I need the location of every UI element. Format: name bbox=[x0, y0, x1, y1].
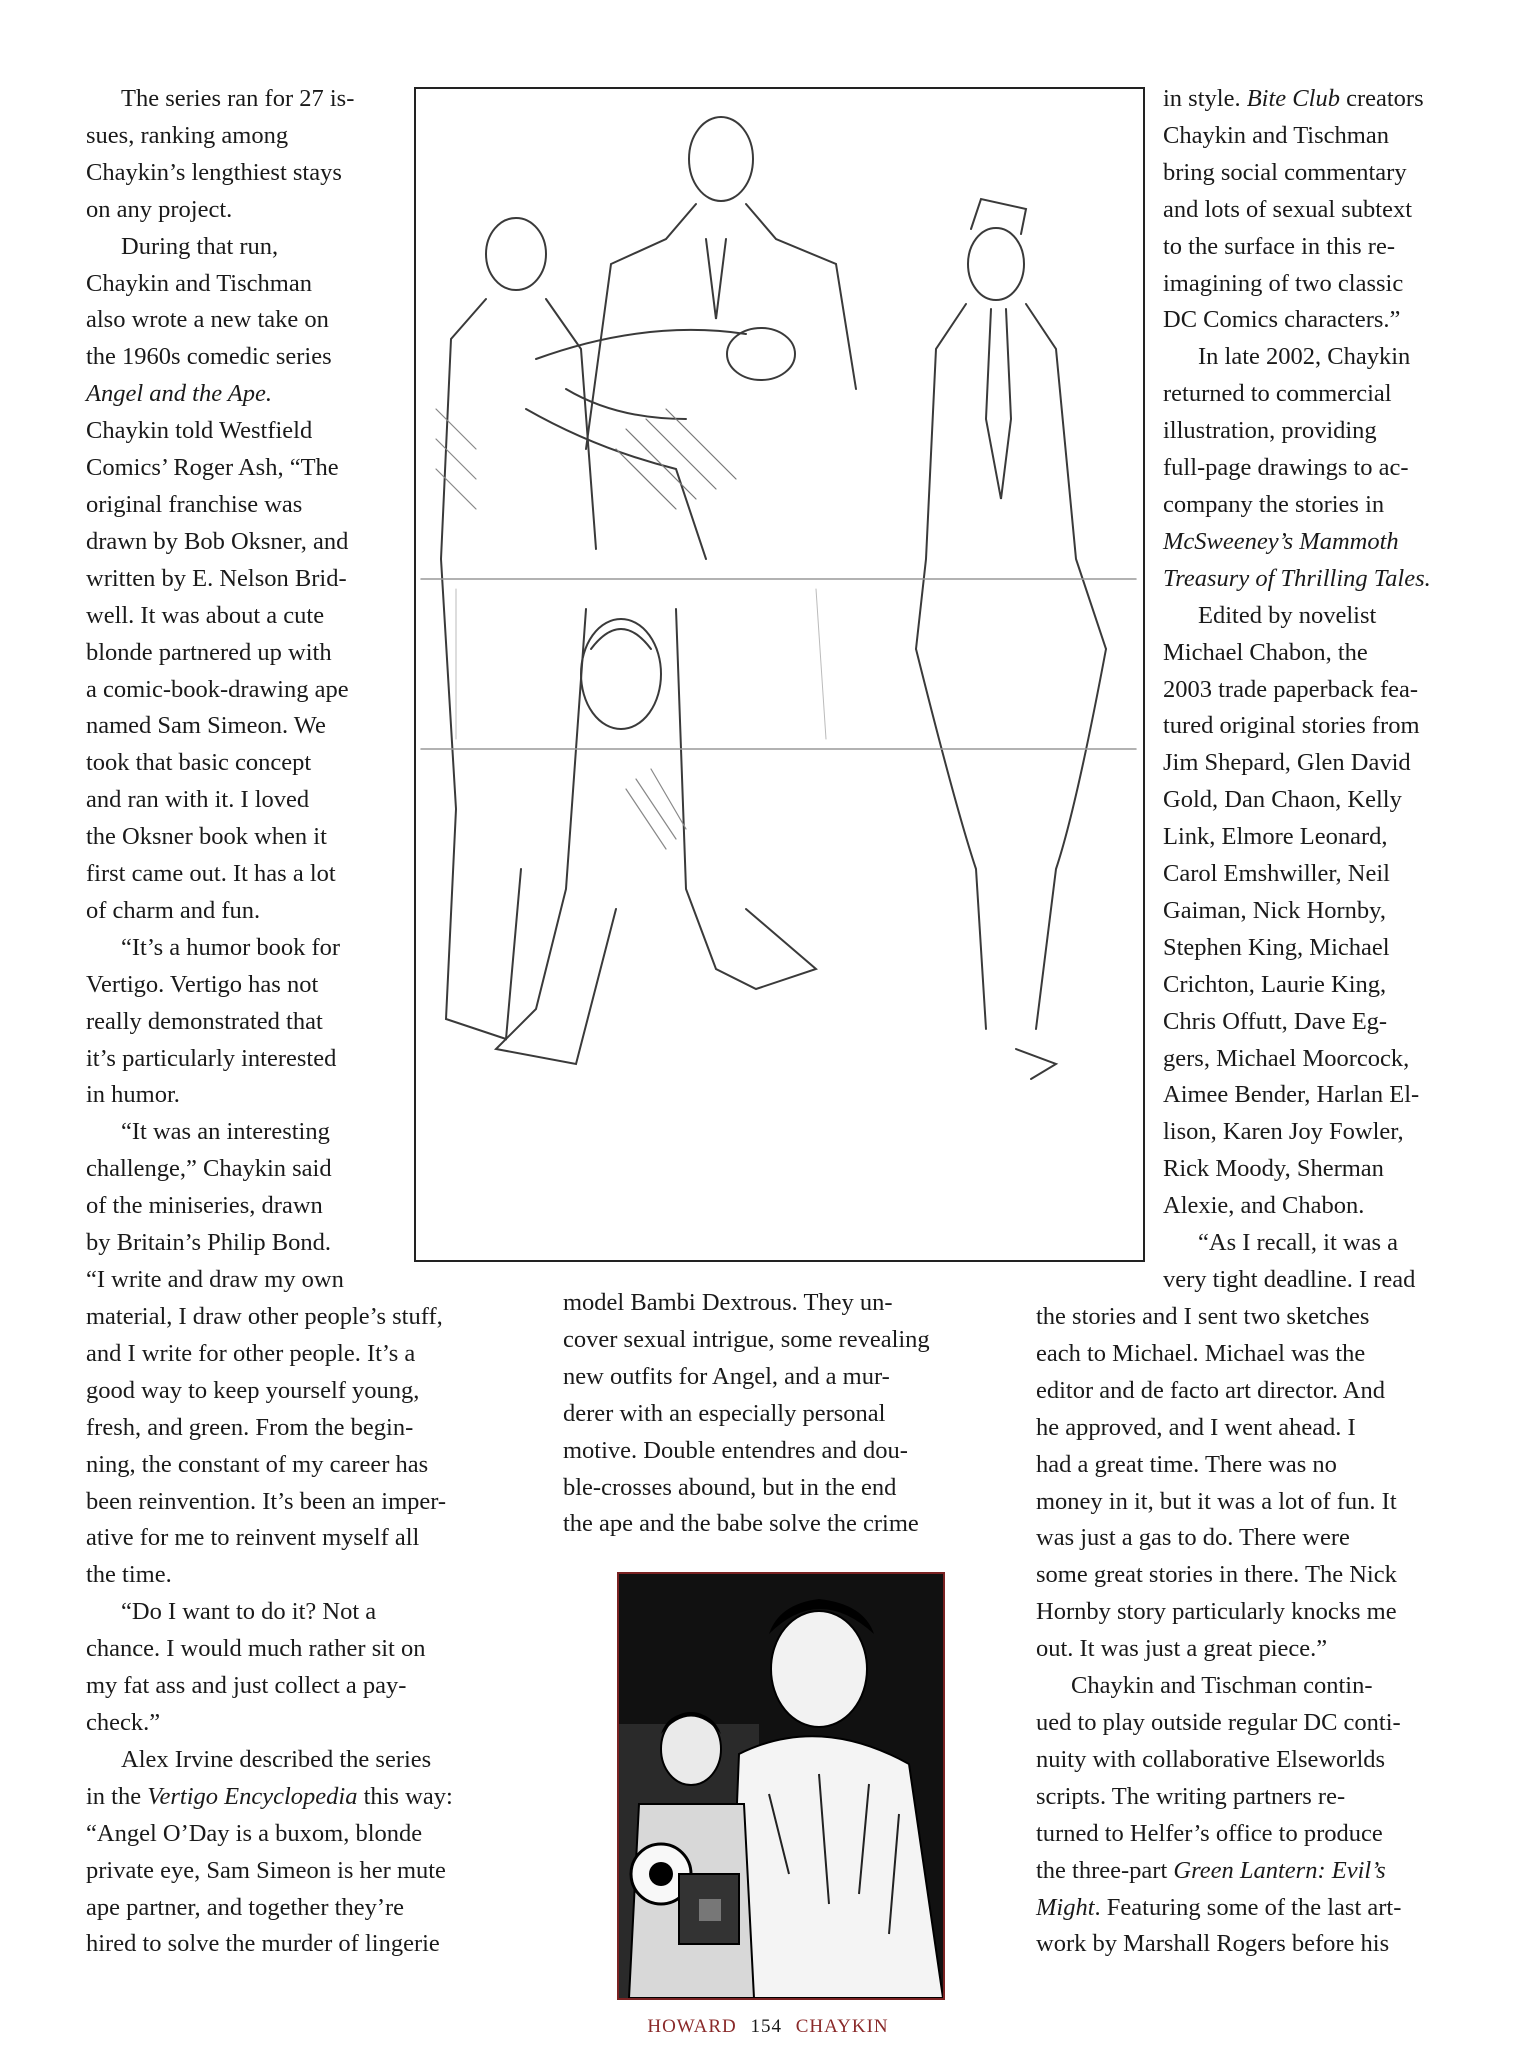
text-line: of charm and fun. bbox=[86, 896, 261, 924]
text-line: check.” bbox=[86, 1708, 161, 1736]
text-line: my fat ass and just collect a pay- bbox=[86, 1672, 407, 1700]
text-line: gers, Michael Moorcock, bbox=[1163, 1044, 1410, 1072]
text-line: of the miniseries, drawn bbox=[86, 1192, 323, 1220]
text-line: model Bambi Dextrous. They un- bbox=[563, 1289, 893, 1316]
text-line: in the Vertigo Encyclopedia this way: bbox=[86, 1782, 453, 1810]
text-line: During that run, bbox=[121, 232, 279, 260]
text-line: Crichton, Laurie King, bbox=[1163, 970, 1387, 998]
text-line: bring social commentary bbox=[1163, 158, 1407, 186]
text-line: very tight deadline. I read bbox=[1163, 1266, 1416, 1293]
text-line: imagining of two classic bbox=[1163, 269, 1404, 297]
italic-title: Green Lantern: Evil’s bbox=[1173, 1856, 1386, 1884]
text-line: ative for me to reinvent myself all bbox=[86, 1524, 420, 1552]
text-line: derer with an especially personal bbox=[563, 1399, 886, 1427]
text-line: Gold, Dan Chaon, Kelly bbox=[1163, 786, 1402, 814]
text-line: “Do I want to do it? Not a bbox=[121, 1598, 377, 1626]
text-line: money in it, but it was a lot of fun. It bbox=[1036, 1487, 1397, 1515]
text-line: Edited by novelist bbox=[1198, 601, 1377, 629]
text-line: Might. Featuring some of the last art- bbox=[1036, 1893, 1402, 1921]
text-line: the three-part Green Lantern: Evil’s bbox=[1036, 1856, 1386, 1884]
text-line: Chaykin and Tischman bbox=[86, 269, 312, 297]
text-line: fresh, and green. From the begin- bbox=[86, 1413, 414, 1441]
italic-title: Bite Club bbox=[1246, 85, 1340, 112]
text-line: really demonstrated that bbox=[86, 1007, 323, 1035]
text-line: blonde partnered up with bbox=[86, 638, 332, 666]
text-line: was just a gas to do. There were bbox=[1036, 1524, 1350, 1552]
text-line: Aimee Bender, Harlan El- bbox=[1163, 1081, 1420, 1109]
text-line: took that basic concept bbox=[86, 749, 312, 777]
sketch-figures bbox=[416, 89, 1142, 1259]
page-number: 154 bbox=[750, 2016, 782, 2037]
text-line: Michael Chabon, the bbox=[1163, 638, 1368, 666]
text-line: material, I draw other people’s stuff, bbox=[86, 1303, 443, 1330]
text-line: out. It was just a great piece.” bbox=[1036, 1635, 1328, 1663]
text-line: ape partner, and together they’re bbox=[86, 1893, 405, 1921]
text-line: ued to play outside regular DC conti- bbox=[1036, 1708, 1401, 1736]
ink-illustration bbox=[617, 1572, 945, 2000]
text-line: new outfits for Angel, and a mur- bbox=[563, 1362, 890, 1390]
text-line: Rick Moody, Sherman bbox=[1163, 1155, 1384, 1183]
text-line: Alexie, and Chabon. bbox=[1163, 1192, 1365, 1220]
text-line: well. It was about a cute bbox=[86, 601, 325, 629]
text-line: returned to commercial bbox=[1163, 380, 1392, 408]
page-footer bbox=[0, 2016, 1536, 2038]
footer-author-last: CHAYKIN bbox=[795, 2016, 889, 2037]
text-line: Gaiman, Nick Hornby, bbox=[1163, 896, 1386, 924]
text-line: and I write for other people. It’s a bbox=[86, 1339, 416, 1367]
text-line: Chris Offutt, Dave Eg- bbox=[1163, 1007, 1388, 1035]
middle-column bbox=[563, 1285, 930, 1543]
text-line: “I write and draw my own bbox=[86, 1266, 344, 1293]
text-line: a comic-book-drawing ape bbox=[86, 675, 349, 703]
text-line: work by Marshall Rogers before his bbox=[1036, 1930, 1390, 1958]
text-line: been reinvention. It’s been an imper- bbox=[86, 1487, 447, 1515]
text-line: the Oksner book when it bbox=[86, 823, 327, 851]
text-line: Chaykin’s lengthiest stays bbox=[86, 158, 342, 186]
text-line: Alex Irvine described the series bbox=[121, 1745, 432, 1773]
text-line: motive. Double entendres and dou- bbox=[563, 1436, 908, 1464]
text-line: turned to Helfer’s office to produce bbox=[1036, 1819, 1383, 1847]
italic-title: Vertigo Encyclopedia bbox=[147, 1782, 358, 1810]
text-line: 2003 trade paperback fea- bbox=[1163, 675, 1419, 703]
text-line: some great stories in there. The Nick bbox=[1036, 1561, 1397, 1589]
text-line: in style. Bite Club creators bbox=[1163, 85, 1424, 112]
text-line: the time. bbox=[86, 1561, 172, 1589]
text-line: by Britain’s Philip Bond. bbox=[86, 1229, 332, 1257]
text-line: on any project. bbox=[86, 195, 233, 223]
text-line: hired to solve the murder of lingerie bbox=[86, 1930, 440, 1958]
footer-author-first: HOWARD bbox=[647, 2016, 737, 2037]
text-line: cover sexual intrigue, some revealing bbox=[563, 1325, 930, 1353]
text-line: the ape and the babe solve the crime bbox=[563, 1510, 919, 1538]
text-line: the stories and I sent two sketches bbox=[1036, 1303, 1370, 1330]
text-line: DC Comics characters.” bbox=[1163, 306, 1401, 334]
text-line: Chaykin told Westfield bbox=[86, 417, 313, 445]
text-line: editor and de facto art director. And bbox=[1036, 1376, 1385, 1404]
text-line: lison, Karen Joy Fowler, bbox=[1163, 1118, 1404, 1146]
right-column-bottom bbox=[1036, 1299, 1401, 1963]
text-line: he approved, and I went ahead. I bbox=[1036, 1413, 1356, 1441]
text-line: good way to keep yourself young, bbox=[86, 1376, 420, 1404]
text-line: and ran with it. I loved bbox=[86, 786, 310, 814]
text-line: Treasury of Thrilling Tales. bbox=[1163, 564, 1431, 592]
text-line: had a great time. There was no bbox=[1036, 1450, 1337, 1478]
text-line: first came out. It has a lot bbox=[86, 860, 336, 888]
text-line: Chaykin and Tischman bbox=[1163, 121, 1389, 149]
text-line: tured original stories from bbox=[1163, 712, 1420, 740]
right-column-top bbox=[1163, 81, 1431, 1299]
text-line: In late 2002, Chaykin bbox=[1198, 343, 1411, 371]
pencil-sketch-illustration bbox=[414, 87, 1145, 1262]
text-line: it’s particularly interested bbox=[86, 1044, 337, 1072]
italic-title: Might bbox=[1036, 1893, 1095, 1921]
left-column-top bbox=[86, 81, 354, 1299]
text-line: drawn by Bob Oksner, and bbox=[86, 527, 349, 555]
text-line: ning, the constant of my career has bbox=[86, 1450, 429, 1478]
ink-figures bbox=[619, 1574, 943, 1998]
text-line: in humor. bbox=[86, 1081, 180, 1109]
text-line: each to Michael. Michael was the bbox=[1036, 1339, 1366, 1367]
text-line: private eye, Sam Simeon is her mute bbox=[86, 1856, 446, 1884]
text-line: ble-crosses abound, but in the end bbox=[563, 1473, 897, 1501]
text-line: “Angel O’Day is a buxom, blonde bbox=[86, 1819, 423, 1847]
text-line: nuity with collaborative Elseworlds bbox=[1036, 1745, 1386, 1773]
text-line: written by E. Nelson Brid- bbox=[86, 564, 347, 592]
text-line: Comics’ Roger Ash, “The bbox=[86, 454, 339, 482]
text-line: full-page drawings to ac- bbox=[1163, 454, 1409, 482]
text-line: Chaykin and Tischman contin- bbox=[1071, 1672, 1373, 1700]
text-line: the 1960s comedic series bbox=[86, 343, 332, 371]
text-line: Angel and the Ape. bbox=[86, 380, 272, 408]
text-line: named Sam Simeon. We bbox=[86, 712, 326, 740]
text-line: Hornby story particularly knocks me bbox=[1036, 1598, 1397, 1626]
text-line: company the stories in bbox=[1163, 490, 1385, 518]
text-line: and lots of sexual subtext bbox=[1163, 195, 1413, 223]
text-line: “It was an interesting bbox=[121, 1118, 330, 1146]
text-line: Link, Elmore Leonard, bbox=[1163, 823, 1388, 851]
text-line: McSweeney’s Mammoth bbox=[1163, 527, 1399, 555]
text-line: “As I recall, it was a bbox=[1198, 1229, 1398, 1257]
left-column-bottom bbox=[86, 1299, 453, 1963]
text-line: to the surface in this re- bbox=[1163, 232, 1395, 260]
text-line: Jim Shepard, Glen David bbox=[1163, 749, 1411, 777]
text-line: Carol Emshwiller, Neil bbox=[1163, 860, 1390, 888]
text-line: The series ran for 27 is- bbox=[121, 85, 355, 112]
text-line: Vertigo. Vertigo has not bbox=[86, 970, 319, 998]
text-line: also wrote a new take on bbox=[86, 306, 329, 334]
text-line: scripts. The writing partners re- bbox=[1036, 1782, 1346, 1810]
text-line: Stephen King, Michael bbox=[1163, 933, 1390, 961]
text-line: challenge,” Chaykin said bbox=[86, 1155, 332, 1183]
text-line: “It’s a humor book for bbox=[121, 933, 341, 961]
text-line: original franchise was bbox=[86, 490, 303, 518]
text-line: illustration, providing bbox=[1163, 417, 1377, 445]
text-line: chance. I would much rather sit on bbox=[86, 1635, 426, 1663]
text-line: sues, ranking among bbox=[86, 121, 289, 149]
